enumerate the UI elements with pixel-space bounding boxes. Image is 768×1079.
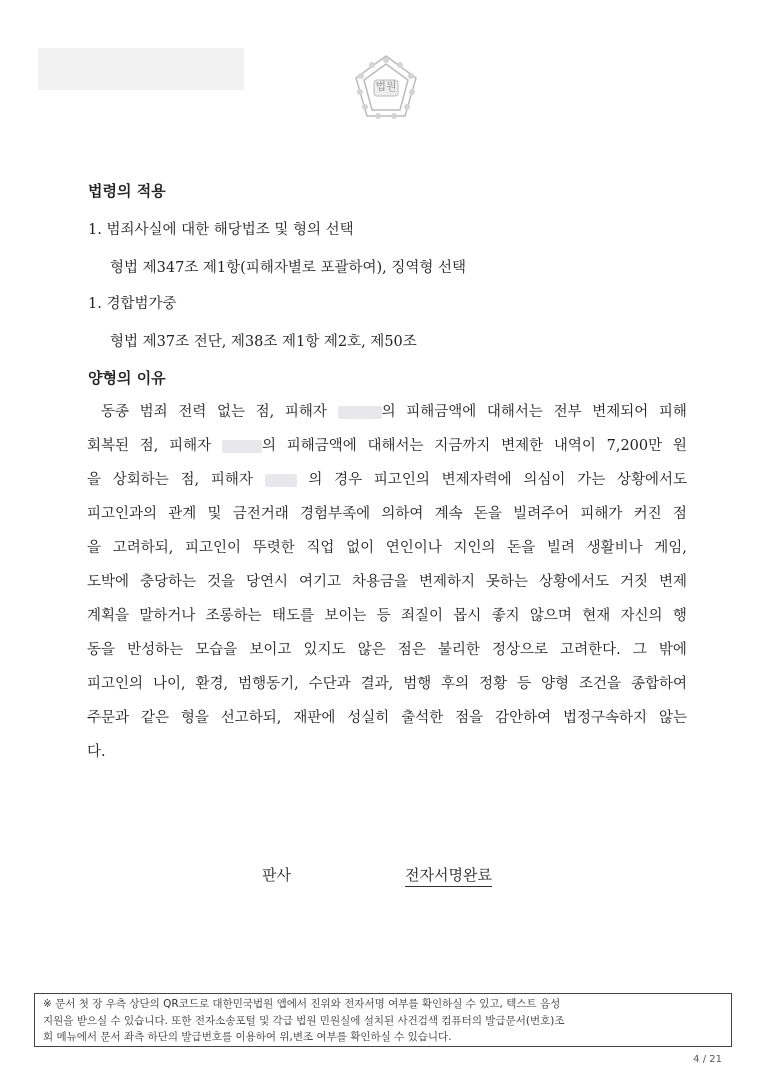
reason-word: 상회하는 bbox=[112, 472, 169, 488]
reason-word: 고려하되, bbox=[112, 540, 174, 556]
reason-word: 의하여 bbox=[381, 506, 424, 522]
reason-word: 후의 bbox=[441, 676, 470, 692]
reason-word: 양형 bbox=[541, 676, 570, 692]
reason-word: 점 bbox=[672, 506, 687, 522]
reason-word: 범행동기, bbox=[238, 676, 299, 692]
reason-word: 피고인이 bbox=[185, 540, 242, 556]
reason-word: 조건을 bbox=[578, 676, 621, 692]
reason-word: 나이, bbox=[152, 676, 186, 692]
law-item-1-label: 1. 범죄사실에 대한 해당법조 및 형의 선택 bbox=[88, 222, 354, 238]
reason-word: 지인의 bbox=[453, 540, 496, 556]
reason-word: 보이고 bbox=[249, 642, 292, 658]
verification-notice-box bbox=[34, 993, 732, 1047]
reason-word: 않는 bbox=[658, 710, 687, 726]
reason-word: 돈을 bbox=[507, 540, 536, 556]
reason-word: 가는 bbox=[577, 472, 606, 488]
reason-word: 점을 bbox=[455, 710, 484, 726]
reason-word: 같은 bbox=[140, 710, 169, 726]
law-item-2-label: 1. 경합범가중 bbox=[88, 296, 177, 312]
reason-word: 그 bbox=[632, 642, 647, 658]
reason-word: 선고하되, bbox=[220, 710, 282, 726]
reason-word: 빌려 bbox=[546, 540, 575, 556]
notice-line: 회 메뉴에서 문서 좌측 하단의 발급번호를 이용하여 위,변조 여부를 확인하실 수 있습니다. bbox=[43, 1031, 452, 1043]
reason-word: 행 bbox=[672, 608, 687, 624]
reason-word: 계속 bbox=[434, 506, 463, 522]
reason-word: 금전거래 bbox=[232, 506, 289, 522]
reason-word: 빌려주어 bbox=[513, 506, 570, 522]
reason-word: 피고인과의 bbox=[87, 506, 158, 522]
reason-line bbox=[87, 395, 687, 429]
reason-word: 보이는 bbox=[324, 608, 367, 624]
reason-word: 태도를 bbox=[271, 608, 315, 624]
sentencing-reason-body bbox=[87, 395, 687, 769]
reason-word: 의 bbox=[338, 395, 396, 429]
reason-word: 있지도 bbox=[303, 642, 346, 658]
reason-word: 재판에 bbox=[293, 710, 336, 726]
reason-word: 직업 bbox=[306, 540, 335, 556]
reason-word: 정상으로 bbox=[491, 642, 548, 658]
reason-word: 도박에 bbox=[87, 574, 130, 590]
reason-word: 대해서는 bbox=[486, 404, 543, 420]
reason-word: 정황 bbox=[479, 676, 508, 692]
redacted-name bbox=[338, 406, 382, 419]
redacted-name bbox=[265, 474, 297, 487]
notice-line: 지원을 받으실 수 있습니다. 또한 전자소송포털 및 각급 법원 민원실에 설치된 사건검색 컴퓨터의 발급문서(번호)조 bbox=[43, 1014, 565, 1027]
redacted-name bbox=[222, 440, 262, 453]
reason-word: 못하는 bbox=[485, 574, 529, 590]
reason-word: 변제한 bbox=[501, 438, 544, 454]
reason-word: 점은 bbox=[397, 642, 426, 658]
reason-word: 의 bbox=[308, 472, 323, 488]
reason-word: 불리한 bbox=[437, 642, 480, 658]
reason-word: 환경, bbox=[195, 676, 229, 692]
reason-word: 현재 bbox=[582, 608, 611, 624]
reason-word: 없이 bbox=[346, 540, 375, 556]
reason-word: 등 bbox=[376, 608, 391, 624]
reason-word: 법정구속하지 bbox=[563, 710, 648, 726]
reason-word: 수단과 bbox=[308, 676, 351, 692]
reason-word: 계획을 bbox=[87, 608, 130, 624]
reason-word: 당연시 bbox=[245, 574, 289, 590]
reason-word: 말하거나 bbox=[139, 608, 196, 624]
reason-word: 상황에서도 bbox=[538, 574, 610, 590]
reason-word: 않으며 bbox=[529, 608, 572, 624]
reason-word: 상황에서도 bbox=[616, 472, 687, 488]
reason-word: 범죄 bbox=[139, 404, 168, 420]
seal-text: 법원 bbox=[375, 80, 397, 93]
reason-word: 피고인의 bbox=[87, 676, 144, 692]
reason-word: 을 bbox=[87, 472, 102, 488]
reason-word: 점, bbox=[139, 438, 159, 454]
court-seal-logo bbox=[350, 52, 422, 124]
reason-word: 피해 bbox=[658, 404, 687, 420]
reason-word: 몹시 bbox=[453, 608, 482, 624]
reason-word: 자신의 bbox=[620, 608, 663, 624]
reason-word: 반성하는 bbox=[127, 642, 184, 658]
reason-word: 점, bbox=[180, 472, 200, 488]
reason-word: 내역이 bbox=[553, 438, 596, 454]
reason-word: 점, bbox=[255, 404, 275, 420]
reason-word: 성실히 bbox=[347, 710, 390, 726]
reason-word: 의 bbox=[222, 429, 276, 463]
reason-word: 주문과 bbox=[87, 710, 130, 726]
reason-word: 고려한다. bbox=[560, 642, 621, 658]
reason-word: 차용금을 bbox=[351, 574, 409, 590]
judge-label: 판사 bbox=[262, 866, 291, 884]
reason-word: 변제자력에 bbox=[441, 472, 512, 488]
reason-word: 범행 bbox=[403, 676, 432, 692]
reason-word: 여기고 bbox=[298, 574, 342, 590]
reason-word: 커진 bbox=[633, 506, 662, 522]
reason-word: 피고인의 bbox=[373, 472, 430, 488]
reason-word bbox=[265, 463, 297, 497]
reason-word: 변제되어 bbox=[592, 404, 649, 420]
reason-word: 전부 bbox=[553, 404, 582, 420]
reason-line bbox=[87, 667, 687, 701]
reason-word: 피해금액에 bbox=[286, 438, 357, 454]
reason-line bbox=[87, 599, 687, 633]
reason-word: 전력 bbox=[178, 404, 207, 420]
reason-word: 충당하는 bbox=[140, 574, 197, 590]
reason-word: 경험부족에 bbox=[300, 506, 371, 522]
reason-word: 죄질이 bbox=[400, 608, 443, 624]
reason-word: 피해자 bbox=[284, 404, 327, 420]
reason-line bbox=[87, 497, 687, 531]
reason-word: 피해자 bbox=[210, 472, 253, 488]
reason-line bbox=[87, 735, 687, 769]
reason-word: 형을 bbox=[180, 710, 209, 726]
reason-word: 을 bbox=[87, 540, 102, 556]
reason-word: 변제 bbox=[658, 574, 687, 590]
reason-word: 동을 bbox=[87, 642, 116, 658]
reason-word: 밖에 bbox=[658, 642, 687, 658]
reason-word: 피해자 bbox=[169, 438, 212, 454]
reason-word: 생활비나 bbox=[586, 540, 643, 556]
reason-word: 동종 bbox=[101, 404, 130, 420]
reason-word: 7,200만 bbox=[606, 438, 663, 454]
section-title-sentencing-reason: 양형의 이유 bbox=[88, 369, 166, 387]
reason-word: 피해가 bbox=[580, 506, 623, 522]
electronic-signature: 전자서명완료 bbox=[405, 864, 492, 887]
reason-word: 결과, bbox=[360, 676, 394, 692]
reason-word: 관계 bbox=[168, 506, 197, 522]
reason-word: 종합하여 bbox=[630, 676, 687, 692]
reason-word: 피해금액에 bbox=[406, 404, 477, 420]
reason-word: 원 bbox=[672, 438, 687, 454]
reason-word: 경우 bbox=[334, 472, 363, 488]
reason-word: 뚜렷한 bbox=[252, 540, 295, 556]
reason-word: 않은 bbox=[357, 642, 386, 658]
reason-line bbox=[87, 429, 687, 463]
reason-word: 것을 bbox=[207, 574, 236, 590]
reason-word: 감안하여 bbox=[495, 710, 552, 726]
reason-word: 연인이나 bbox=[385, 540, 442, 556]
reason-word: 등 bbox=[517, 676, 532, 692]
law-item-1-detail: 형법 제347조 제1항(피해자별로 포괄하여), 징역형 선택 bbox=[110, 260, 467, 276]
reason-line bbox=[87, 633, 687, 667]
reason-word: 돈을 bbox=[473, 506, 502, 522]
reason-word: 조롱하는 bbox=[205, 608, 262, 624]
reason-word: 회복된 bbox=[87, 438, 130, 454]
notice-line: ※ 문서 첫 장 우측 상단의 QR코드로 대한민국법원 앱에서 진위와 전자서명 여부를 확인하실 수 있고, 텍스트 음성 bbox=[43, 998, 561, 1010]
reason-word: 출석한 bbox=[401, 710, 444, 726]
reason-line bbox=[87, 531, 687, 565]
law-item-2-detail: 형법 제37조 전단, 제38조 제1항 제2호, 제50조 bbox=[110, 334, 417, 350]
reason-word: 지금까지 bbox=[434, 438, 491, 454]
reason-line bbox=[87, 565, 687, 599]
reason-word: 다. bbox=[87, 744, 106, 760]
reason-word: 좋지 bbox=[491, 608, 520, 624]
reason-word: 모습을 bbox=[195, 642, 238, 658]
reason-line bbox=[87, 701, 687, 735]
reason-word: 의심이 bbox=[523, 472, 566, 488]
section-title-law-application: 법령의 적용 bbox=[88, 182, 166, 200]
redacted-header-block bbox=[38, 48, 244, 90]
reason-word: 변제하지 bbox=[418, 574, 476, 590]
reason-word: 대해서는 bbox=[367, 438, 424, 454]
reason-word: 없는 bbox=[216, 404, 245, 420]
reason-line bbox=[87, 463, 687, 497]
page-number: 4 / 21 bbox=[693, 1054, 722, 1065]
reason-word: 거짓 bbox=[620, 574, 649, 590]
reason-word: 및 bbox=[207, 506, 222, 522]
reason-word: 게임, bbox=[654, 540, 687, 556]
